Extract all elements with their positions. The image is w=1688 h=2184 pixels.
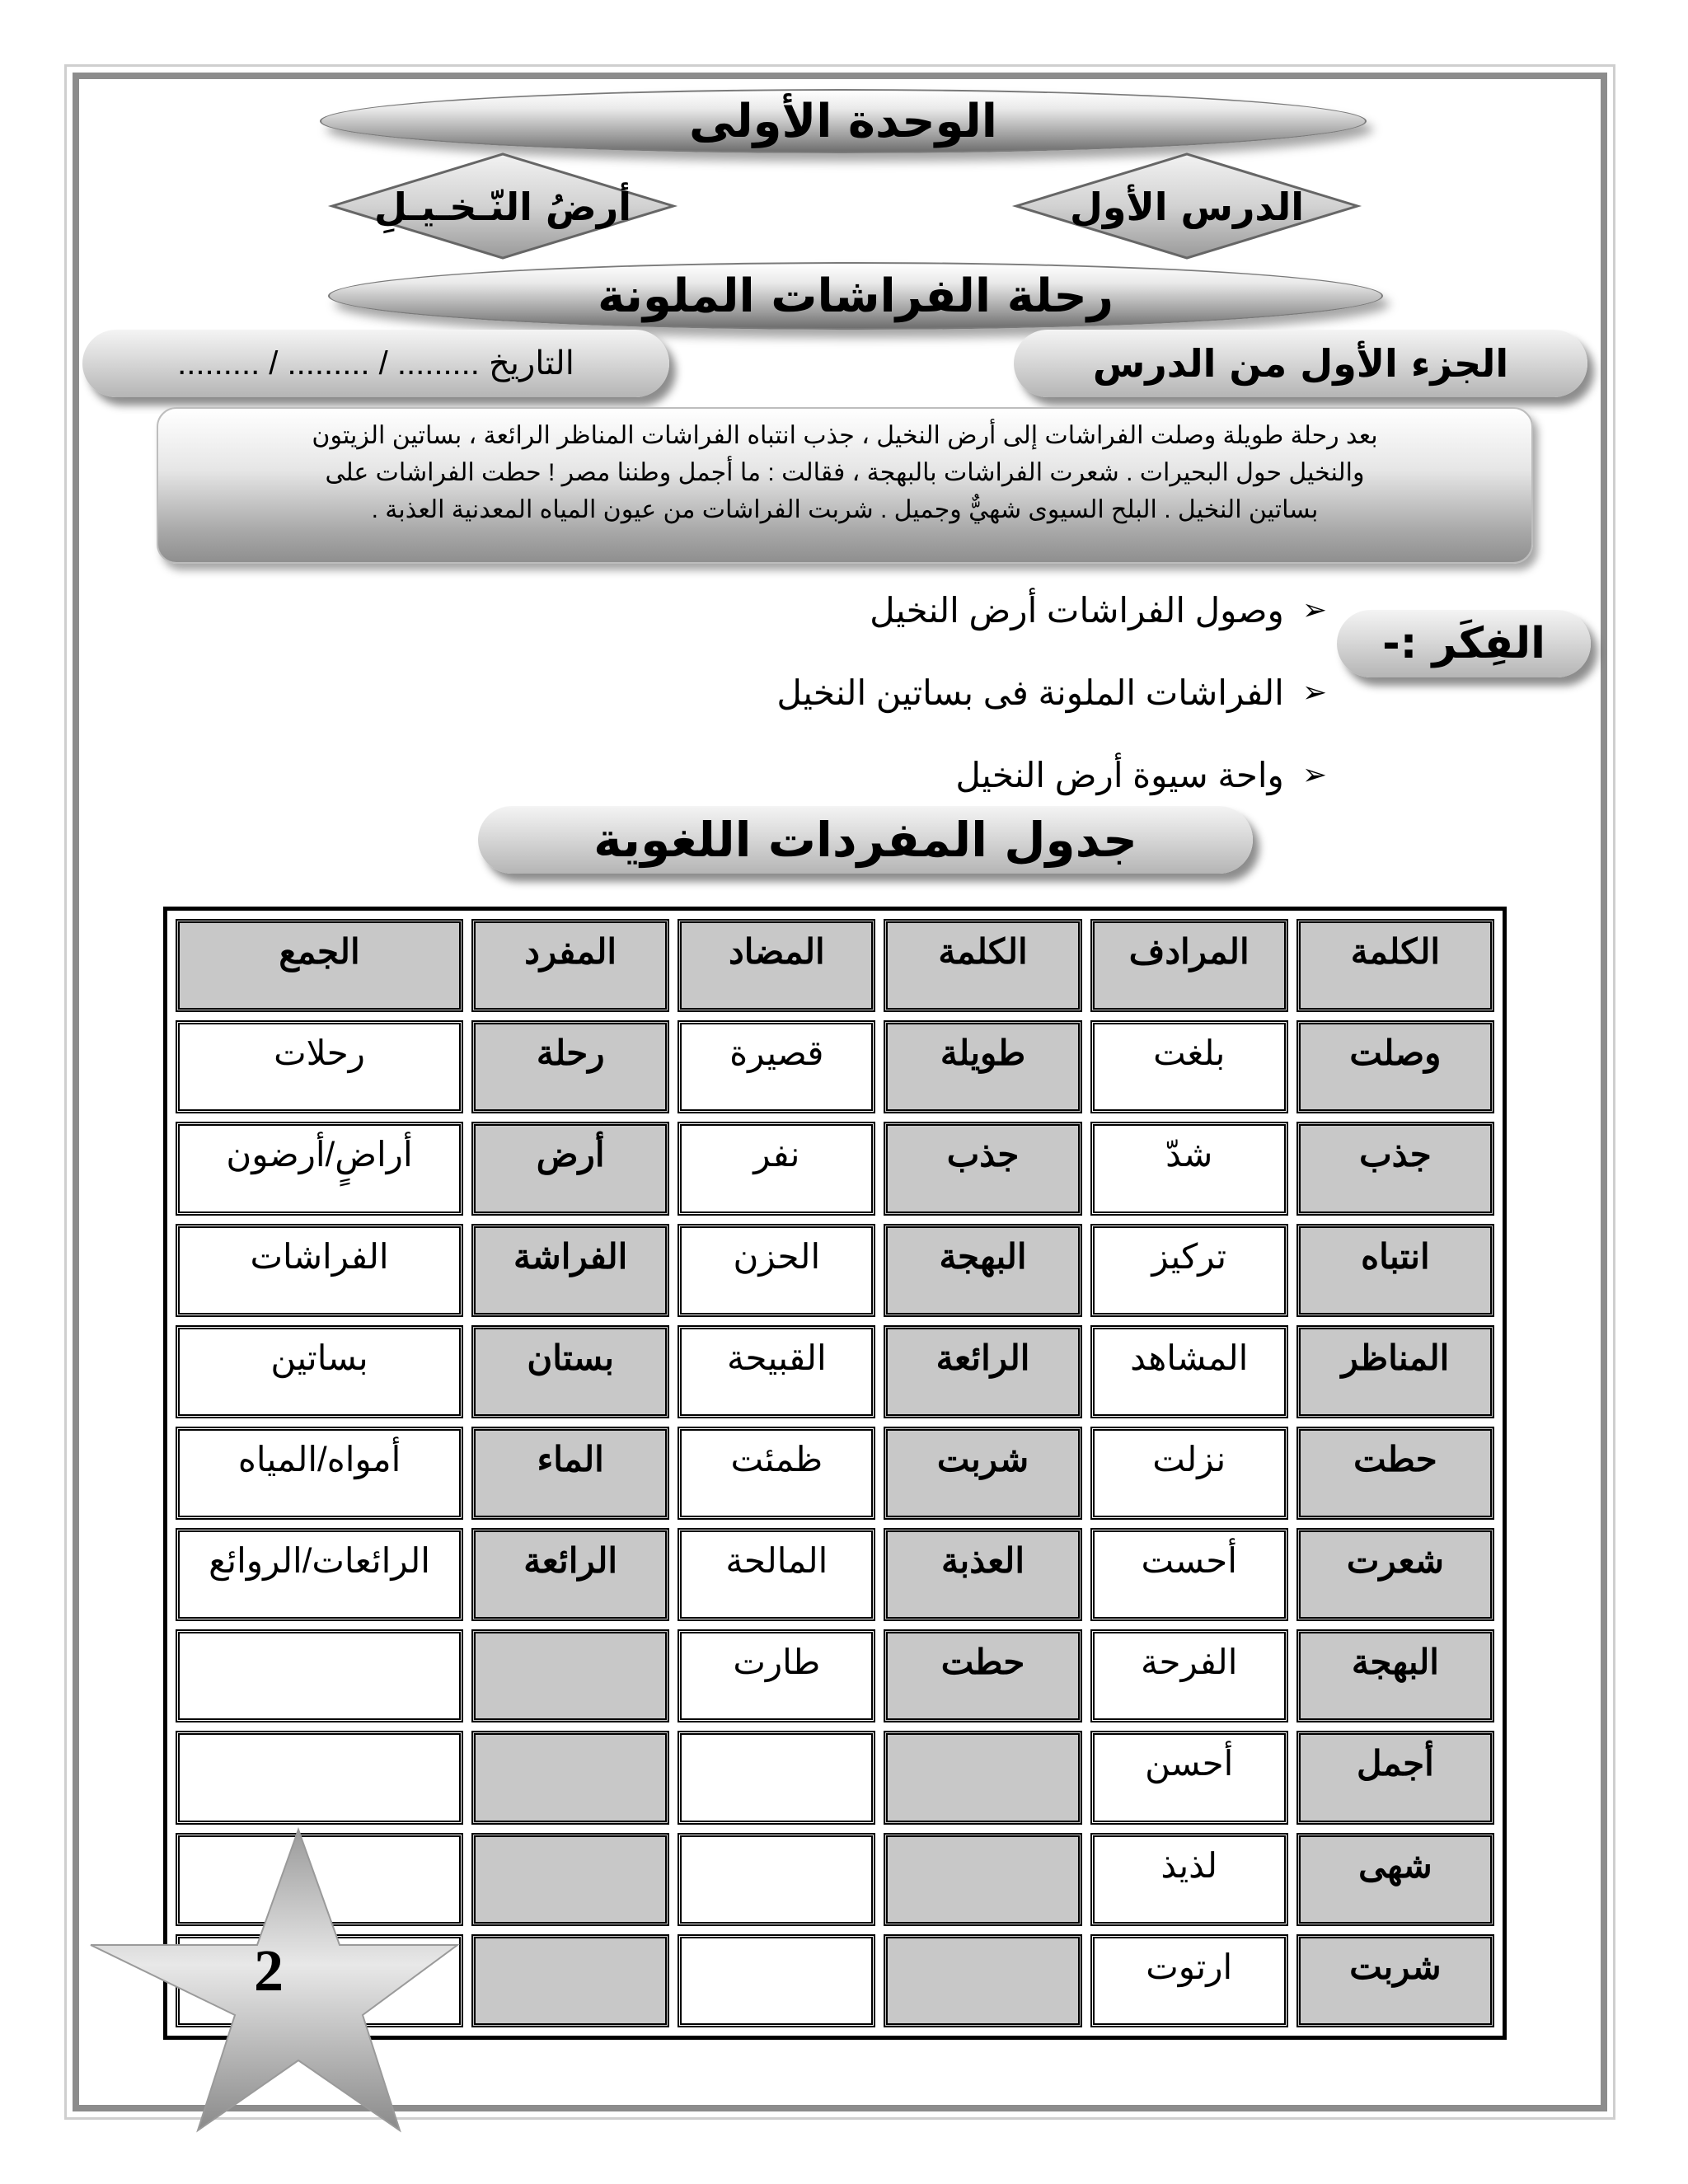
- table-row: [176, 1020, 1494, 1113]
- table-cell: قصيرة: [678, 1020, 875, 1113]
- date-label: التاريخ ......... / ......... / .........: [177, 345, 574, 382]
- arrow-bullet-icon: ➢: [1301, 675, 1327, 709]
- idea-text: واحة سيوة أرض النخيل: [955, 755, 1284, 794]
- header-cell: الجمع: [176, 919, 463, 1012]
- lesson-title: رحلة الفراشات الملونة: [597, 269, 1114, 323]
- table-cell: [678, 1833, 875, 1926]
- idea-item: [626, 733, 1327, 816]
- idea-text: الفراشات الملونة فى بساتين النخيل: [776, 673, 1284, 712]
- table-cell: [176, 1629, 463, 1722]
- table-cell: حطت: [1296, 1427, 1494, 1520]
- table-cell: الرائعة: [884, 1325, 1081, 1418]
- table-row: [176, 1122, 1494, 1215]
- story-line-1: بعد رحلة طويلة وصلت الفراشات إلى أرض النخيل ، جذب انتباه الفراشات المناظر الرائعة ، بساتين الزيتون: [312, 422, 1378, 449]
- table-cell: طويلة: [884, 1020, 1081, 1113]
- table-cell: المالحة: [678, 1528, 875, 1621]
- theme-label: أرضُ النّـخـيـلِ: [373, 184, 632, 229]
- table-row: [176, 1731, 1494, 1824]
- vocab-title-pill: [478, 806, 1253, 874]
- table-cell: نزلت: [1090, 1427, 1288, 1520]
- table-cell: الماء: [471, 1427, 669, 1520]
- header-cell: الكلمة: [884, 919, 1081, 1012]
- table-cell: الرائعات/الروائع: [176, 1528, 463, 1621]
- table-cell: أراضٍ/أرضون: [176, 1122, 463, 1215]
- ideas-pill: [1337, 610, 1591, 677]
- table-cell: المشاهد: [1090, 1325, 1288, 1418]
- theme-diamond: [326, 151, 680, 262]
- table-cell: بستان: [471, 1325, 669, 1418]
- table-cell: [471, 1934, 669, 2027]
- table-cell: الفراشة: [471, 1224, 669, 1317]
- table-cell: الحزن: [678, 1224, 875, 1317]
- idea-text: وصول الفراشات أرض النخيل: [870, 590, 1284, 630]
- table-cell: [176, 1731, 463, 1824]
- table-cell: [678, 1731, 875, 1824]
- date-pill: [82, 330, 669, 397]
- table-cell: ارتوت: [1090, 1934, 1288, 2027]
- table-cell: جذب: [884, 1122, 1081, 1215]
- header-cell: المضاد: [678, 919, 875, 1012]
- table-cell: شربت: [1296, 1934, 1494, 2027]
- table-cell: شعرت: [1296, 1528, 1494, 1621]
- lesson-title-banner: [328, 262, 1383, 330]
- table-row: [176, 1224, 1494, 1317]
- table-cell: أمواه/المياه: [176, 1427, 463, 1520]
- table-cell: أرض: [471, 1122, 669, 1215]
- table-cell: ظمئت: [678, 1427, 875, 1520]
- table-cell: القبيحة: [678, 1325, 875, 1418]
- page-number: 2: [254, 1938, 284, 2004]
- table-cell: رحلات: [176, 1020, 463, 1113]
- table-cell: البهجة: [1296, 1629, 1494, 1722]
- header-cell: المفرد: [471, 919, 669, 1012]
- table-cell: حطت: [884, 1629, 1081, 1722]
- header-cell: المرادف: [1090, 919, 1288, 1012]
- table-cell: أجمل: [1296, 1731, 1494, 1824]
- table-cell: أحست: [1090, 1528, 1288, 1621]
- table-cell: لذيذ: [1090, 1833, 1288, 1926]
- table-row: [176, 1325, 1494, 1418]
- story-box: [157, 407, 1533, 564]
- arrow-bullet-icon: ➢: [1301, 593, 1327, 626]
- table-cell: الفراشات: [176, 1224, 463, 1317]
- table-cell: وصلت: [1296, 1020, 1494, 1113]
- story-line-3: بساتين النخيل . البلح السيوى شهيٌّ وجميل . شربت الفراشات من عيون المياه المعدنية العذبة .: [371, 496, 1319, 523]
- table-cell: رحلة: [471, 1020, 669, 1113]
- arrow-bullet-icon: ➢: [1301, 757, 1327, 791]
- table-row: [176, 1427, 1494, 1520]
- table-cell: المناظر: [1296, 1325, 1494, 1418]
- table-cell: [884, 1934, 1081, 2027]
- table-cell: [471, 1629, 669, 1722]
- table-cell: شربت: [884, 1427, 1081, 1520]
- table-cell: طارت: [678, 1629, 875, 1722]
- unit-title-banner: [320, 89, 1367, 153]
- table-cell: انتباه: [1296, 1224, 1494, 1317]
- ideas-list: [626, 569, 1327, 816]
- table-row: [176, 1629, 1494, 1722]
- vocab-title: جدول المفردات اللغوية: [593, 812, 1137, 868]
- table-header-row: [176, 919, 1494, 1012]
- table-cell: نفر: [678, 1122, 875, 1215]
- table-cell: الرائعة: [471, 1528, 669, 1621]
- header-cell: الكلمة: [1296, 919, 1494, 1012]
- table-cell: [471, 1833, 669, 1926]
- table-cell: بساتين: [176, 1325, 463, 1418]
- table-cell: [884, 1833, 1081, 1926]
- table-cell: البهجة: [884, 1224, 1081, 1317]
- table-cell: أحسن: [1090, 1731, 1288, 1824]
- table-cell: [884, 1731, 1081, 1824]
- ideas-label: الفِكَر :-: [1382, 619, 1545, 668]
- table-cell: شدّ: [1090, 1122, 1288, 1215]
- table-cell: الفرحة: [1090, 1629, 1288, 1722]
- table-cell: [678, 1934, 875, 2027]
- table-row: [176, 1528, 1494, 1621]
- lesson-diamond: [1010, 151, 1364, 262]
- story-line-2: والنخيل حول البحيرات . شعرت الفراشات بالبهجة ، فقالت : ما أجمل وطننا مصر ! حطت الفراشات على: [325, 459, 1365, 486]
- part-pill: [1014, 330, 1587, 397]
- table-cell: بلغت: [1090, 1020, 1288, 1113]
- part-label: الجزء الأول من الدرس: [1092, 341, 1509, 386]
- table-cell: [471, 1731, 669, 1824]
- idea-item: [626, 651, 1327, 733]
- idea-item: [626, 569, 1327, 651]
- table-cell: شهى: [1296, 1833, 1494, 1926]
- table-cell: العذبة: [884, 1528, 1081, 1621]
- unit-title: الوحدة الأولى: [689, 94, 997, 148]
- lesson-label: الدرس الأول: [1069, 184, 1305, 229]
- table-cell: جذب: [1296, 1122, 1494, 1215]
- table-cell: تركيز: [1090, 1224, 1288, 1317]
